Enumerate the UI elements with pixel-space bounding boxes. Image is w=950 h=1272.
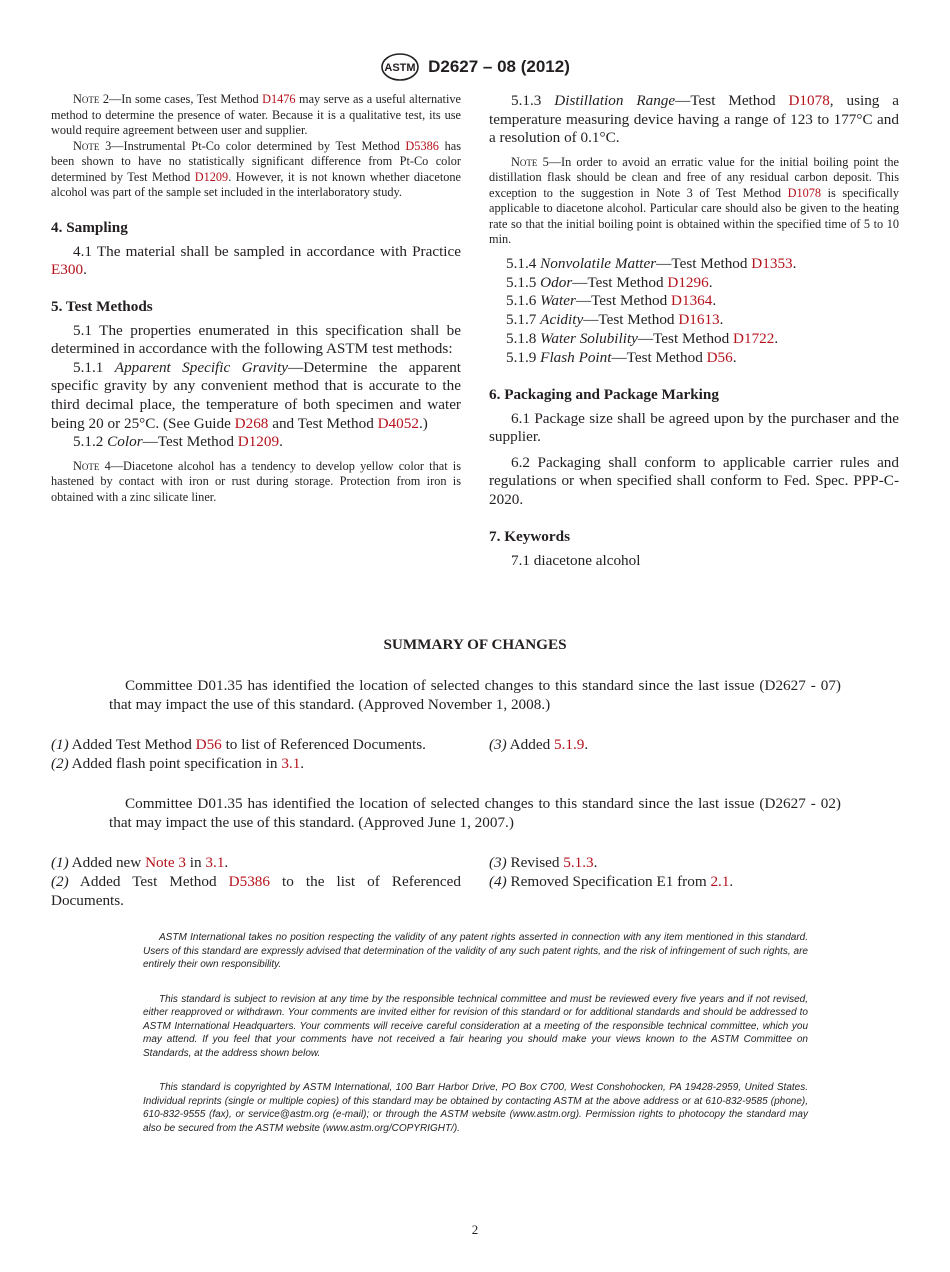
change-item: (2) Added Test Method D5386 to the list of Referenced Documents. <box>51 872 461 909</box>
change-intro-1: Committee D01.35 has identified the location of selected changes to this standard since the last issue (D2627 - 07) that may impact the use of this standard. (Approved November 1, 2008.) <box>109 677 841 713</box>
list-item: 5.1.6 Water—Test Method D1364. <box>506 292 717 310</box>
change-intro-2: Committee D01.35 has identified the location of selected changes to this standard since the last issue (D2627 - 02) that may impact the use of this standard. (Approved June 1, 2007.) <box>109 795 841 831</box>
section-heading-sampling: 4. Sampling <box>51 218 128 236</box>
change-item: (2) Added flash point specification in 3.1. <box>51 754 305 772</box>
change-list-1-left <box>51 736 463 774</box>
change-list-2-right <box>489 854 899 892</box>
paragraph-6-1: 6.1 Package size shall be agreed upon by the purchaser and the supplier. <box>489 409 899 446</box>
left-column <box>51 92 461 505</box>
ref-link[interactable]: D1296 <box>667 273 709 291</box>
ref-link[interactable]: D1364 <box>671 292 713 310</box>
ref-link[interactable]: D1613 <box>678 311 720 329</box>
disclaimer-paragraph: ASTM International takes no position respecting the validity of any patent rights asserted in connection with any item mentioned in this standard. Users of this standard are expressly advised that determination of the validity of any such patent rights, and the risk of infringement of such rights, are entirely their own responsibility. <box>143 932 808 970</box>
page-number: 2 <box>471 1222 479 1237</box>
ref-link[interactable]: D56 <box>195 736 222 753</box>
page-header <box>0 52 950 82</box>
list-item: 5.1.8 Water Solubility—Test Method D1722. <box>506 329 779 347</box>
ref-link[interactable]: D5386 <box>228 872 270 890</box>
section-heading-keywords: 7. Keywords <box>489 527 570 545</box>
ref-link[interactable]: 3.1 <box>281 754 301 772</box>
summary-title: SUMMARY OF CHANGES <box>383 636 567 653</box>
section-heading-packaging: 6. Packaging and Package Marking <box>489 385 719 403</box>
change-list-2-left <box>51 854 461 910</box>
ref-link[interactable]: D268 <box>234 414 269 432</box>
ref-link[interactable]: D56 <box>706 348 733 366</box>
list-item: 5.1.9 Flash Point—Test Method D56. <box>506 348 737 366</box>
change-item: (4) Removed Specification E1 from 2.1. <box>489 872 734 890</box>
change-item: (1) Added Test Method D56 to list of Referenced Documents. <box>51 736 426 753</box>
ref-link[interactable]: 5.1.3 <box>563 854 594 871</box>
section-heading-test-methods: 5. Test Methods <box>51 297 153 315</box>
paragraph-7-1: 7.1 diacetone alcohol <box>511 551 641 569</box>
change-item: (3) Revised 5.1.3. <box>489 854 598 871</box>
paragraph-5-1: 5.1 The properties enumerated in this specification shall be determined in accordance with the following ASTM test methods: <box>51 321 461 358</box>
ref-link[interactable]: 5.1.9 <box>553 736 585 753</box>
paragraph-5-1-2: 5.1.2 Color—Test Method D1209. <box>73 433 283 451</box>
change-item: (3) Added 5.1.9. <box>489 736 589 753</box>
list-item: 5.1.4 Nonvolatile Matter—Test Method D1353. <box>506 254 797 272</box>
paragraph-5-1-1: 5.1.1 Apparent Specific Gravity—Determine the apparent specific gravity by any convenient method that is accurate to the third decimal place, the temperature of both specimen and water being 20 or 25°C. (See Guide D268 and Test Method D4052.) <box>51 358 462 432</box>
right-column <box>489 92 899 570</box>
ref-link[interactable]: 2.1 <box>710 872 730 890</box>
logo-text: ASTM <box>384 62 416 74</box>
change-item: (1) Added new Note 3 in 3.1. <box>51 854 229 871</box>
document-title: D2627 – 08 (2012) <box>428 57 570 76</box>
ref-link[interactable]: D1078 <box>788 92 830 109</box>
ref-link[interactable]: 3.1 <box>205 854 225 871</box>
ref-link[interactable]: D1722 <box>733 329 775 347</box>
ref-link[interactable]: D1209 <box>194 169 229 184</box>
ref-link[interactable]: D1078 <box>787 185 822 200</box>
ref-link[interactable]: E300 <box>51 261 84 279</box>
note-2: Note 2—In some cases, Test Method D1476 may serve as a useful alternative method to determine the presence of water. Because it is a qualitative test, its use would require agreement between user and supplier. <box>51 92 461 137</box>
list-item: 5.1.7 Acidity—Test Method D1613. <box>506 311 724 329</box>
paragraph-6-2: 6.2 Packaging shall conform to applicable carrier rules and regulations or when specified shall conform to Fed. Spec. PPP-C-2020. <box>489 453 899 508</box>
ref-link[interactable]: D1476 <box>262 92 296 106</box>
ref-link[interactable]: D4052 <box>377 414 419 432</box>
paragraph-4-1: 4.1 The material shall be sampled in accordance with Practice E300. <box>51 242 461 279</box>
ref-link[interactable]: D5386 <box>405 138 439 153</box>
note-5: Note 5—In order to avoid an erratic value for the initial boiling point the distillation flask should be clean and free of any residual carbon deposit. This exception to the suggestion in Note 3 of Test Method D1078 is specifically applicable to diacetone alcohol. Particular care should also be given to the heating rate so that the initial boiling point is obtained within the specified time of 5 to 10 min. <box>489 154 899 247</box>
disclaimer <box>143 931 808 1156</box>
paragraph-5-1-3: 5.1.3 Distillation Range—Test Method D1078, using a temperature measuring device having a range of 123 to 177°C and a resolution of 0.1°C. <box>489 92 900 147</box>
list-item: 5.1.5 Odor—Test Method D1296. <box>506 273 713 291</box>
disclaimer-paragraph: This standard is subject to revision at any time by the responsible technical committee and must be reviewed every five years and if not revised, either reapproved or withdrawn. Your comments are invited either for revision of this standard or for additional standards and should be addressed to ASTM International Headquarters. Your comments will receive careful consideration at a meeting of the responsible technical committee, which you may attend. If you feel that your comments have not received a fair hearing you should make your views known to the ASTM Committee on Standards, at the address shown below. <box>143 993 808 1059</box>
ref-link[interactable]: D1209 <box>237 433 280 451</box>
ref-link[interactable]: D1353 <box>751 254 793 272</box>
ref-link[interactable]: Note 3 <box>145 854 186 871</box>
astm-logo-icon <box>380 52 420 82</box>
note-4: Note 4—Diacetone alcohol has a tendency to develop yellow color that is hastened by contact with iron or rust during storage. Protection from iron is obtained with a zinc silicate liner. <box>51 458 461 504</box>
disclaimer-paragraph: This standard is copyrighted by ASTM International, 100 Barr Harbor Drive, PO Box C700, West Conshohocken, PA 19428-2959, United States. Individual reprints (single or multiple copies) of this standard may be obtained by contacting ASTM at the above address or at 610-832-9585 (phone), 610-832-9555 (fax), or service@astm.org (e-mail); or through the ASTM website (www.astm.org). Permission rights to photocopy the standard may also be secured from the ASTM website (www.astm.org/COPYRIGHT/). <box>143 1082 808 1134</box>
note-3: Note 3—Instrumental Pt-Co color determined by Test Method D5386 has been shown to have no statistically significant difference from Pt-Co color determined by Test Method D1209. However, it is not known whether diacetone alcohol was part of the sample set included in the interlaboratory study. <box>51 138 461 199</box>
change-list-1-right <box>489 736 899 755</box>
